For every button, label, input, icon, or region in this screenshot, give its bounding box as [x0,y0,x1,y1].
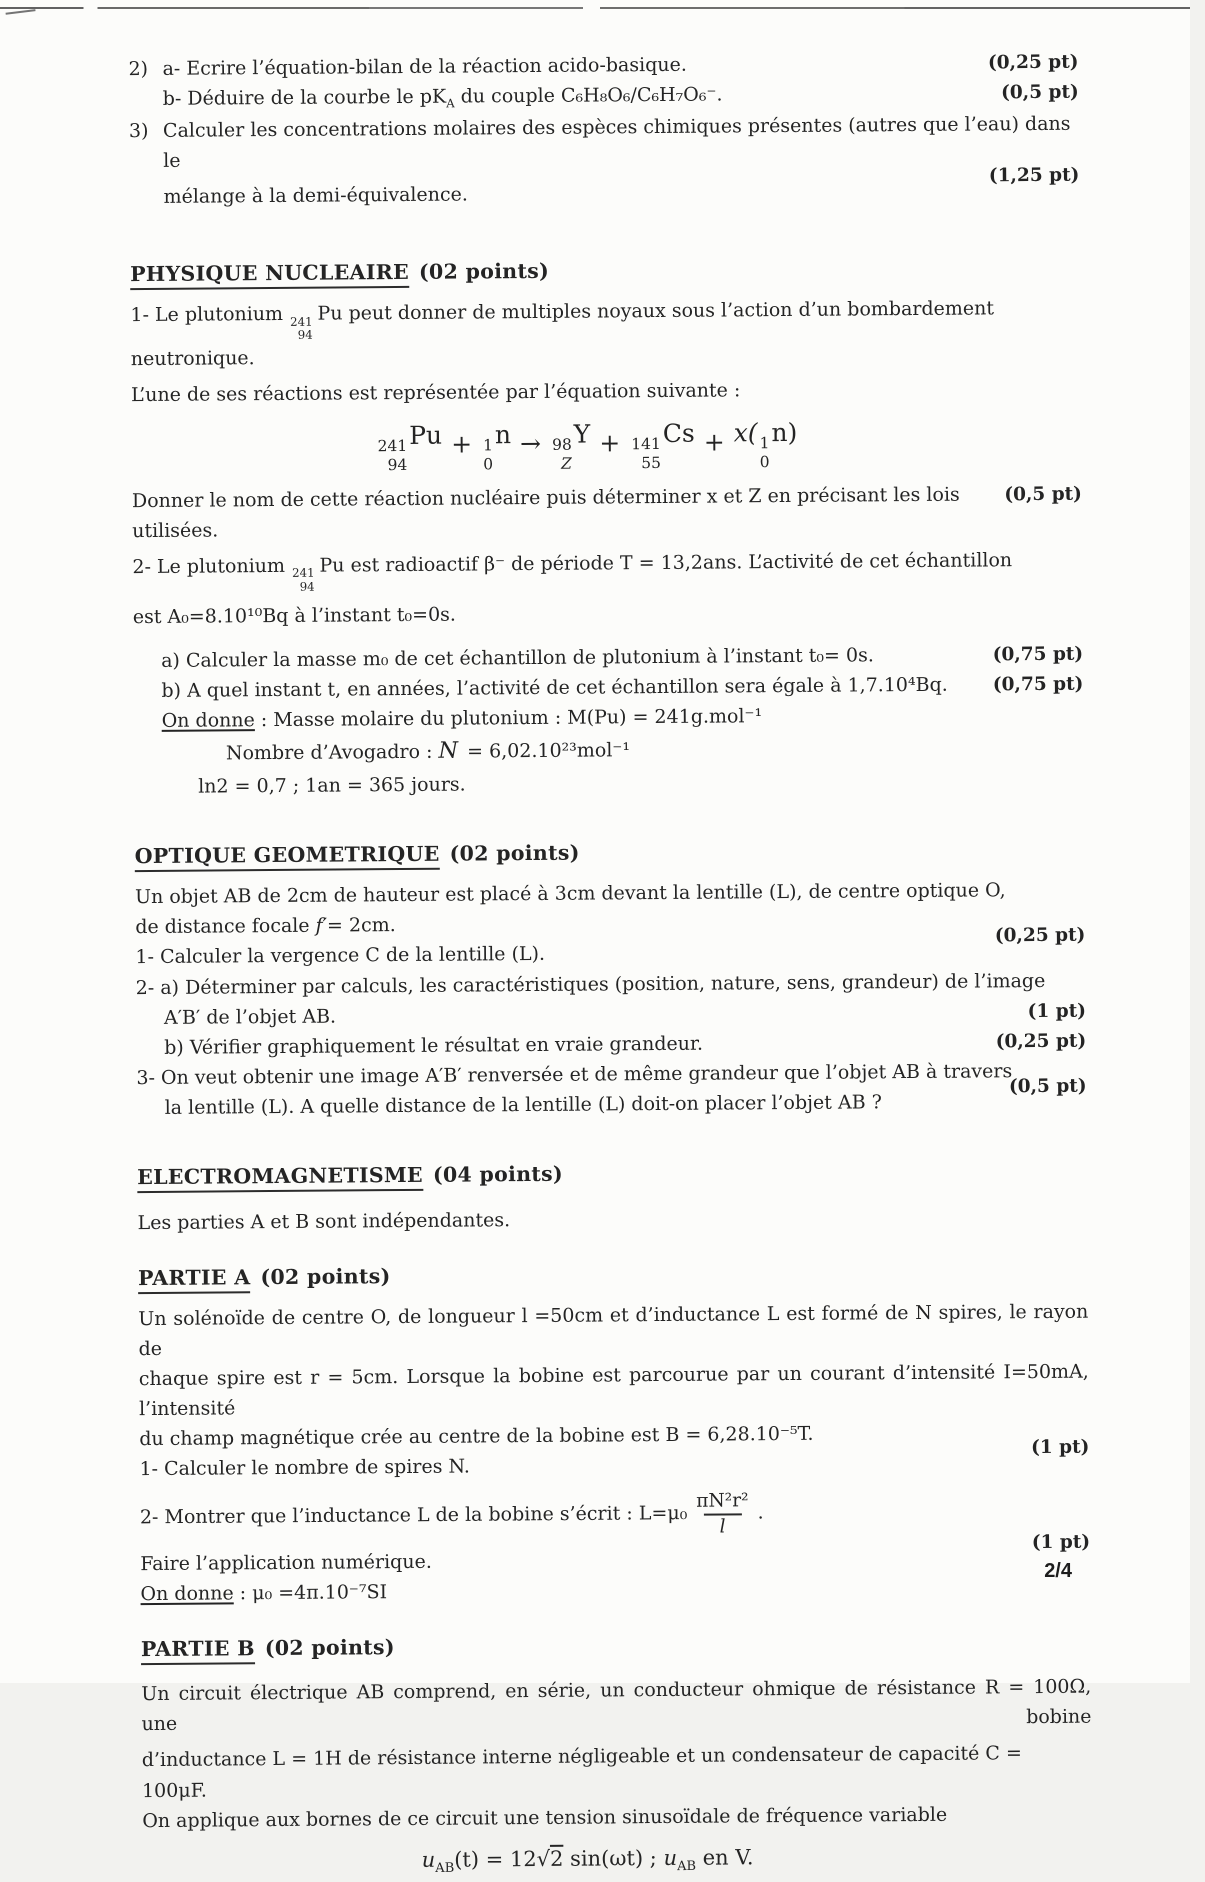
question-3-points: (1,25 pt) [971,160,1080,190]
partie-a-given-row [140,1572,1090,1609]
voltage-equation [142,1839,1032,1882]
optique-q3-line1: 3- On veut obtenir une image A′B′ renversée et de même grandeur que l’objet AB à travers [136,1056,1012,1093]
nucleaire-q1-row [130,293,1081,375]
nucleaire-q2-post: Pu est radioactif β⁻ de période T = 13,2ans. L’activité de cet échantillon [319,549,1012,576]
partie-b-p2: d’inductance L = 1H de résistance interne négligeable et un condensateur de capacité C = 100μF. [142,1738,1092,1805]
nucleaire-q2-text [132,545,1012,596]
optique-q1-text: 1- Calculer la vergence C de la lentille (L). [135,939,545,972]
eq-neutron-term [481,416,511,474]
partie-a-q2-row [140,1487,1090,1543]
partie-a-q1-row [139,1447,1089,1485]
pka-subscript: A [446,97,455,111]
sqrt-radicand: 2 [550,1846,564,1870]
plutonium-mass-number-2: 241 [292,567,315,581]
section-title-partie-b [141,1626,1091,1666]
partie-b-points: (02 points) [265,1635,395,1660]
partie-a-q1-points: (1 pt) [1013,1433,1090,1463]
nucleaire-q1-ask: Donner le nom de cette réaction nucléaire puis déterminer x et Z en précisant les lois utilisées. [132,479,987,546]
eq-xn-symbol: n) [771,418,797,447]
avogadro-pre: Nombre d’Avogadro : [226,741,439,765]
optique-intro2 [135,910,396,942]
eq2-end: en V. [696,1845,754,1869]
nucleaire-q1-pre: 1- Le plutonium [130,303,283,326]
nucleaire-q2a-text: a) Calculer la masse m₀ de cet échantillon de plutonium à l’instant t₀= 0s. [161,640,874,676]
question-3-line1: Calculer les concentrations molaires des espèces chimiques présentes (autres que l’eau) dans le [163,108,1079,175]
eq-cs-term [629,414,695,472]
ln2-row [134,765,1084,802]
eq-plus3: + [704,423,725,463]
eq-arrow: → [520,424,541,464]
partie-a-q2-post: . [758,1502,764,1524]
nuclear-equation [131,411,1041,476]
fraction-numerator: πN²r² [693,1490,752,1514]
optique-q3-line2: la lentille (L). A quelle distance de la lentille (L) doit-on placer l’objet AB ? [165,1087,882,1123]
partie-a-points: (02 points) [260,1264,390,1289]
partie-a-p3: du champ magnétique crée au centre de la bobine est B = 6,28.10⁻⁵T. [139,1419,813,1454]
avogadro-text [226,733,630,772]
section-title-text: PHYSIQUE NUCLEAIRE [130,260,409,290]
optique-q1-points: (0,25 pt) [977,921,1086,951]
eq-xn-sup: 1 [760,434,770,452]
optique-q2b-text: b) Vérifier graphiquement le résultat en vraie grandeur. [164,1028,703,1062]
section-title-electromagnetisme [137,1154,1087,1194]
question-2b-text [163,80,723,116]
section-title-partie-a [138,1254,1088,1294]
eq-y-term [550,415,591,473]
electro-points: (04 points) [433,1162,563,1187]
ln2-text: ln2 = 0,7 ; 1an = 365 jours. [198,769,466,801]
eq-y-sup: 98 [552,436,572,454]
eq2-sub2: AB [677,1858,696,1873]
eq2-mid2: sin(ωt) ; [563,1846,663,1871]
nucleaire-q2a-points: (0,75 pt) [975,640,1084,670]
optique-intro2-post: = 2cm. [327,914,396,937]
eq-n-sup: 1 [483,437,493,455]
optique-intro1: Un objet AB de 2cm de hauteur est placé à 3cm devant la lentille (L), de centre optique O, [135,876,1006,913]
eq-neutron-notation [483,437,493,474]
plutonium-isotope-notation-2 [292,567,315,595]
eq-x-prefix: x( [734,419,758,448]
electro-intro: Les parties A et B sont indépendantes. [137,1205,510,1238]
optique-q2b-points: (0,25 pt) [978,1026,1087,1056]
nucleaire-given-text [162,702,763,737]
nucleaire-q1-ask-row [132,479,1082,546]
eq-pu-sub: 94 [388,456,408,474]
page-number: 2/4 [1044,1560,1072,1583]
partie-b-p3: On applique aux bornes de ce circuit une tension sinusoïdale de fréquence variable [142,1799,947,1835]
partie-a-given [140,1577,387,1609]
partie-a-p1: Un solénoïde de centre O, de longueur l =50cm et d’inductance L est formé de N spires, le rayon de [138,1297,1088,1364]
partie-a-q2-formula [140,1489,764,1542]
eq-y-symbol: Y [574,420,591,449]
question-3-row2 [129,174,1079,212]
eq-cs-sub: 55 [641,454,661,472]
on-donne-label-2: On donne [140,1582,233,1605]
avogadro-value: = 6,02.10²³mol⁻¹ [461,740,630,763]
eq-n-sub: 0 [483,455,493,473]
eq-pu-symbol: Pu [409,421,442,450]
on-donne-label: On donne [162,710,255,733]
question-3-row1 [129,108,1079,175]
eq-x-term [734,413,798,471]
eq-plus2: + [599,424,620,464]
partie-b-p2-row [142,1738,1092,1805]
sqrt-sign: √ [537,1846,551,1870]
eq-pu-notation [378,437,408,474]
nucleaire-q2-line2: est A₀=8.10¹⁰Bq à l’instant t₀=0s. [133,600,456,633]
eq-y-sub: Z [561,454,572,472]
plutonium-mass-number: 241 [290,315,313,329]
eq-n-symbol: n [495,421,511,450]
nucleaire-q1-post: Pu peut donner de multiples noyaux sous l’action d’un bombardement neutronique. [131,298,994,371]
question-3-number: 3) [129,115,163,145]
section-title-physique-nucleaire [130,251,1080,291]
eq2-mid1: (t) = 12 [454,1847,537,1872]
question-2b-text-post: du couple C₆H₈O₆/C₆H₇O₆⁻. [455,84,723,108]
optique-q2a-line1: 2- a) Déterminer par calculs, les caractéristiques (position, nature, sens, grandeur) de l’image [136,965,1046,1002]
question-2-number: 2) [128,54,162,84]
eq-cs-sup: 141 [631,435,661,454]
eq-xn-sub: 0 [760,453,770,471]
optique-points: (02 points) [449,841,579,866]
optique-q2a-line2: A′B′ de l’objet AB. [164,1001,336,1032]
partie-a-q1-text: 1- Calculer le nombre de spires N. [139,1452,470,1485]
avogadro-script-n: N [438,738,461,764]
optique-title-text: OPTIQUE GEOMETRIQUE [135,842,440,872]
partie-b-title-text: PARTIE B [141,1636,255,1665]
plutonium-atomic-number-2: 94 [300,581,315,595]
nucleaire-intro2-row [131,373,1081,410]
molar-mass-value: : Masse molaire du plutonium : M(Pu) = 241g.mol⁻¹ [255,706,763,732]
optique-intro2-pre: de distance focale [135,915,316,938]
partie-a-q2-points: (1 pt) [1014,1527,1091,1557]
eq-y-notation [552,436,572,473]
plutonium-atomic-number: 94 [298,329,313,343]
partie-b-p1: Un circuit électrique AB comprend, en série, un conducteur ohmique de résistance R = 100Ω, une bobine [141,1672,1091,1739]
partie-a-title-text: PARTIE A [138,1265,251,1294]
eq2-u2: u [663,1845,677,1869]
optique-q3-row2 [137,1086,1087,1124]
partie-a-q2-pre: 2- Montrer que l’inductance L de la bobine s’écrit : L=μ₀ [140,1502,688,1528]
question-2a-points: (0,25 pt) [970,48,1079,78]
eq2-u1: u [422,1847,436,1871]
inductance-fraction [693,1490,752,1539]
optique-q2a-points: (1 pt) [1010,996,1087,1026]
partie-a-q2-app: Faire l’application numérique. [140,1547,432,1579]
eq-cs-notation [631,435,661,472]
nucleaire-q1-points: (0,5 pt) [986,480,1082,510]
section-title-optique [135,833,1085,873]
electro-title-text: ELECTROMAGNETISME [137,1163,423,1193]
partie-b-p3-row [142,1798,1092,1835]
electro-intro-row [137,1200,1087,1237]
eq2-sub1: AB [435,1860,454,1875]
fraction-denominator: l [703,1513,741,1539]
nucleaire-q1-text [130,293,1081,375]
nucleaire-q2b-points: (0,75 pt) [975,670,1084,700]
question-2a-text: a- Ecrire l’équation-bilan de la réaction acido-basique. [162,50,687,84]
optique-q3-points: (0,5 pt) [991,1072,1087,1102]
question-3-line2: mélange à la demi-équivalence. [163,179,468,211]
nucleaire-q2-pre: 2- Le plutonium [132,555,285,578]
eq-cs-symbol: Cs [663,419,695,448]
eq-xn-notation [760,434,770,471]
eq-plus1: + [451,425,472,465]
partie-a-p2: chaque spire est r = 5cm. Lorsque la bobine est parcourue par un courant d’intensité I=50mA, l’intensité [139,1357,1089,1424]
mu0-value: : μ₀ =4π.10⁻⁷SI [234,1581,388,1604]
section-points: (02 points) [419,259,549,284]
question-2b-points: (0,5 pt) [983,78,1079,108]
eq-pu-sup: 241 [378,437,408,456]
nucleaire-intro2-text: L’une de ses réactions est représentée par l’équation suivante : [131,376,740,411]
nucleaire-q2b-text: b) A quel instant t, en années, l’activité de cet échantillon sera égale à 1,7.10⁴Bq. [161,670,948,706]
nucleaire-q2-line2-row [133,595,1083,632]
nucleaire-q2-row [132,545,1082,597]
eq-pu-term [375,416,442,474]
question-2b-text-pre: b- Déduire de la courbe le pK [163,86,447,110]
focal-length-symbol: f′ [316,915,328,937]
plutonium-isotope-notation [290,315,313,343]
